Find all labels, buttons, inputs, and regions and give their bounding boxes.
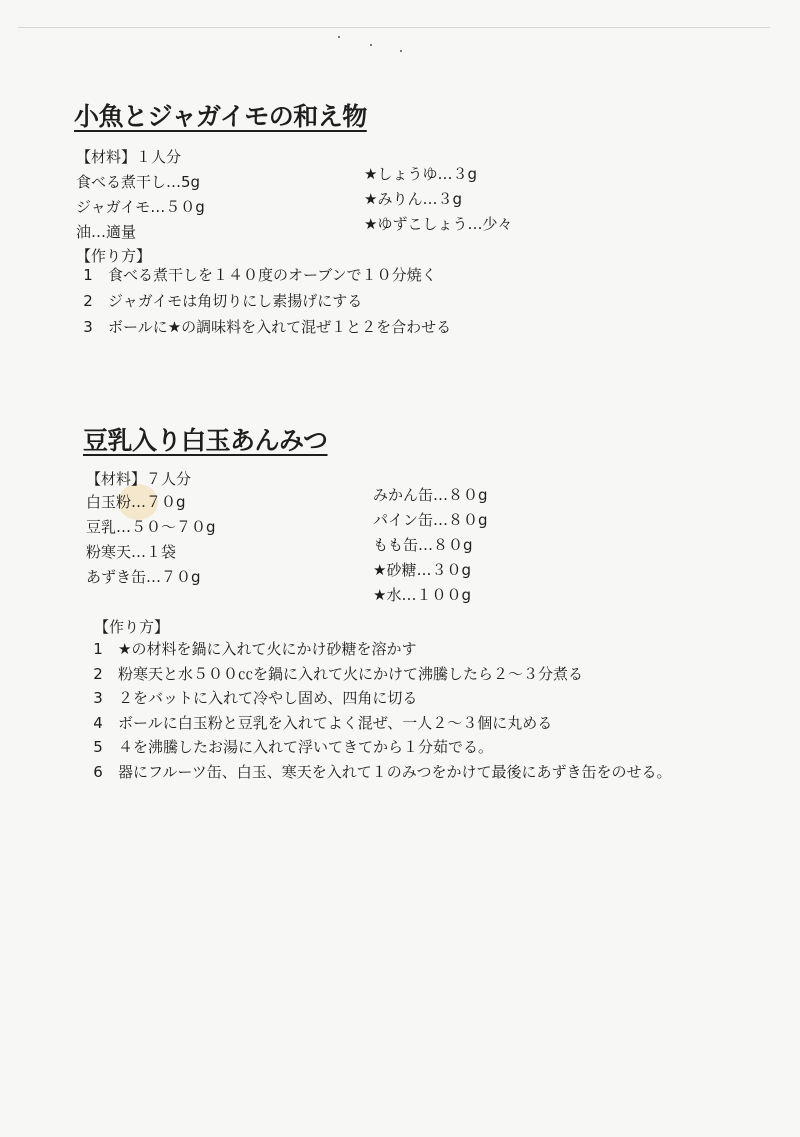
recipe-1-ingredients-label: 【材料】１人分 (76, 148, 182, 166)
scan-speck (338, 36, 340, 38)
step-number: 1 (93, 640, 103, 658)
step-text: ボールに★の調味料を入れて混ぜ１と２を合わせる (108, 318, 452, 336)
ingredient-item: あずき缶…７０g (86, 568, 201, 586)
recipe-1-ingredients-right (364, 162, 512, 237)
step-text: ボールに白玉粉と豆乳を入れてよく混ぜ、一人２～３個に丸める (118, 713, 553, 732)
step-number: 1 (83, 266, 93, 284)
ingredient-item: 粉寒天…１袋 (86, 543, 177, 561)
step-item (76, 314, 451, 340)
ingredient-item: ★みりん…３g (364, 190, 462, 208)
step-number: 5 (93, 738, 103, 756)
step-text: 粉寒天と水５００㏄を鍋に入れて火にかけて沸騰したら２～３分煮る (118, 664, 584, 683)
step-number: 4 (93, 713, 103, 732)
step-item (86, 662, 672, 687)
recipe-2-method-label: 【作り方】 (94, 618, 170, 636)
ingredient-item: ★しょうゆ…３g (364, 165, 477, 183)
ingredient-item: 油…適量 (76, 223, 137, 241)
recipe-2-ingredients-label: 【材料】７人分 (86, 470, 192, 488)
step-number: 2 (83, 292, 93, 310)
step-item (76, 262, 451, 288)
step-item (86, 637, 672, 662)
ingredient-item: ★水…１００g (373, 586, 471, 604)
ingredient-item: 食べる煮干し…5g (76, 173, 201, 191)
step-item (86, 735, 672, 760)
step-text: ２をバットに入れて冷やし固め、四角に切る (118, 689, 418, 707)
recipe-1-method-label: 【作り方】 (76, 247, 152, 265)
scan-speck (400, 50, 402, 52)
ingredient-item: 白玉粉…７０g (86, 493, 186, 511)
step-text: ４を沸騰したお湯に入れて浮いてきてから１分茹でる。 (118, 738, 494, 756)
step-number: 3 (93, 689, 103, 707)
recipe-2-ingredients-left (86, 490, 216, 590)
recipe-1-title: 小魚とジャガイモの和え物 (74, 102, 367, 131)
recipe-1-steps (76, 262, 451, 340)
step-text: ジャガイモは角切りにし素揚げにする (108, 292, 363, 310)
ingredient-item: 豆乳…５０～７０g (86, 518, 216, 536)
step-number: 6 (93, 762, 103, 781)
step-number: 2 (93, 664, 103, 683)
ingredient-item: もも缶…８０g (373, 536, 473, 554)
recipe-2-title: 豆乳入り白玉あんみつ (83, 426, 328, 455)
step-item (86, 711, 672, 736)
ingredient-item: パイン缶…８０g (373, 511, 488, 529)
step-number: 3 (83, 318, 93, 336)
ingredient-item: ★砂糖…３０g (373, 561, 471, 579)
scan-speck (370, 44, 372, 46)
scan-edge-line (18, 27, 770, 28)
step-text: 器にフルーツ缶、白玉、寒天を入れて１のみつをかけて最後にあずき缶をのせる。 (118, 762, 672, 781)
recipe-2-steps (86, 637, 672, 784)
step-text: ★の材料を鍋に入れて火にかけ砂糖を溶かす (118, 640, 417, 658)
step-item (86, 760, 672, 785)
ingredient-item: ジャガイモ…５０g (76, 198, 205, 216)
recipe-2-ingredients-right (373, 483, 488, 608)
recipe-1-ingredients-left (76, 170, 205, 245)
step-item (86, 686, 672, 711)
ingredient-item: ★ゆずこしょう…少々 (364, 215, 513, 233)
step-text: 食べる煮干しを１４０度のオーブンで１０分焼く (108, 266, 437, 284)
ingredient-item: みかん缶…８０g (373, 486, 488, 504)
step-item (76, 288, 451, 314)
